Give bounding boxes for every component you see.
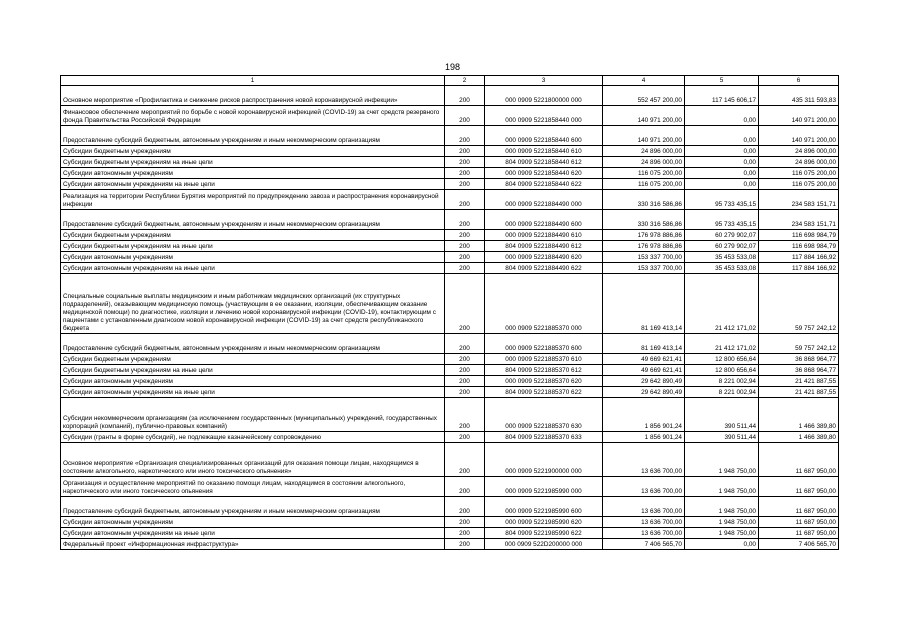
row-approved: 13 636 700,00 <box>603 477 685 497</box>
table-header-row <box>61 76 839 86</box>
row-budget-code: 000 0909 5221858440 000 <box>485 106 603 126</box>
row-approved: 116 075 200,00 <box>603 168 685 179</box>
row-approved: 330 316 586,86 <box>603 210 685 230</box>
row-name: Субсидии автономным учреждениям на иные цели <box>61 179 445 190</box>
row-approved: 13 636 700,00 <box>603 497 685 517</box>
table-row <box>61 106 839 126</box>
row-budget-code: 000 0909 5221985990 620 <box>485 517 603 528</box>
row-approved: 49 669 621,41 <box>603 365 685 376</box>
row-budget-code: 804 0909 5221884490 612 <box>485 241 603 252</box>
row-approved: 153 337 700,00 <box>603 263 685 274</box>
row-executed: 1 948 750,00 <box>685 517 759 528</box>
row-remaining: 435 311 593,83 <box>759 86 839 106</box>
row-budget-code: 000 0909 5221885370 000 <box>485 274 603 334</box>
row-admin-code: 200 <box>445 230 485 241</box>
row-approved: 176 978 886,86 <box>603 230 685 241</box>
row-admin-code: 200 <box>445 376 485 387</box>
row-admin-code: 200 <box>445 365 485 376</box>
column-header: 4 <box>603 76 685 86</box>
row-budget-code: 000 0909 5221885370 620 <box>485 376 603 387</box>
row-executed: 12 800 656,64 <box>685 365 759 376</box>
row-budget-code: 000 0909 5221884490 610 <box>485 230 603 241</box>
row-executed: 35 453 533,08 <box>685 252 759 263</box>
row-executed: 0,00 <box>685 539 759 550</box>
row-admin-code: 200 <box>445 528 485 539</box>
row-budget-code: 804 0909 5221885370 633 <box>485 432 603 443</box>
table-row <box>61 477 839 497</box>
table-row <box>61 274 839 334</box>
row-name: Субсидии (гранты в форме субсидий), не подлежащие казначейскому сопровождению <box>61 432 445 443</box>
row-name: Субсидии автономным учреждениям на иные цели <box>61 387 445 398</box>
row-approved: 330 316 586,86 <box>603 190 685 210</box>
row-name: Субсидии бюджетным учреждениям на иные цели <box>61 241 445 252</box>
row-name: Основное мероприятие «Профилактика и снижение рисков распространения новой коронавирусной инфекции» <box>61 86 445 106</box>
row-executed: 390 511,44 <box>685 432 759 443</box>
table-row <box>61 157 839 168</box>
row-budget-code: 000 0909 5221885370 630 <box>485 398 603 432</box>
row-remaining: 21 421 887,55 <box>759 376 839 387</box>
table-row <box>61 168 839 179</box>
row-approved: 13 636 700,00 <box>603 443 685 477</box>
row-approved: 49 669 621,41 <box>603 354 685 365</box>
row-executed: 117 145 606,17 <box>685 86 759 106</box>
row-name: Субсидии автономным учреждениям <box>61 517 445 528</box>
row-remaining: 59 757 242,12 <box>759 334 839 354</box>
row-admin-code: 200 <box>445 539 485 550</box>
row-name: Организация и осуществление мероприятий по оказанию помощи лицам, находящимся в состоянии алкогольного, наркотического или иного токсического опьянения <box>61 477 445 497</box>
row-executed: 60 279 902,07 <box>685 241 759 252</box>
row-executed: 1 948 750,00 <box>685 528 759 539</box>
table-row <box>61 179 839 190</box>
column-header: 3 <box>485 76 603 86</box>
row-admin-code: 200 <box>445 517 485 528</box>
row-admin-code: 200 <box>445 252 485 263</box>
row-executed: 0,00 <box>685 157 759 168</box>
row-executed: 21 412 171,02 <box>685 334 759 354</box>
row-approved: 176 978 886,86 <box>603 241 685 252</box>
row-approved: 24 896 000,00 <box>603 146 685 157</box>
row-budget-code: 804 0909 5221884490 622 <box>485 263 603 274</box>
table-row <box>61 334 839 354</box>
row-executed: 0,00 <box>685 168 759 179</box>
table-row <box>61 230 839 241</box>
row-admin-code: 200 <box>445 146 485 157</box>
row-approved: 140 971 200,00 <box>603 126 685 146</box>
row-budget-code: 000 0909 5221858440 610 <box>485 146 603 157</box>
row-remaining: 36 868 964,77 <box>759 354 839 365</box>
column-header: 2 <box>445 76 485 86</box>
table-row <box>61 443 839 477</box>
row-budget-code: 804 0909 5221985990 622 <box>485 528 603 539</box>
row-approved: 81 169 413,14 <box>603 274 685 334</box>
row-admin-code: 200 <box>445 443 485 477</box>
row-executed: 21 412 171,02 <box>685 274 759 334</box>
table-row <box>61 432 839 443</box>
row-name: Субсидии автономным учреждениям <box>61 168 445 179</box>
row-admin-code: 200 <box>445 432 485 443</box>
row-executed: 0,00 <box>685 179 759 190</box>
table-row <box>61 497 839 517</box>
row-remaining: 116 075 200,00 <box>759 168 839 179</box>
column-header: 5 <box>685 76 759 86</box>
row-budget-code: 000 0909 5221884490 620 <box>485 252 603 263</box>
row-remaining: 1 466 389,80 <box>759 432 839 443</box>
row-approved: 1 856 901,24 <box>603 398 685 432</box>
row-admin-code: 200 <box>445 210 485 230</box>
table-row <box>61 517 839 528</box>
row-budget-code: 000 0909 5221800000 000 <box>485 86 603 106</box>
row-remaining: 36 868 964,77 <box>759 365 839 376</box>
row-remaining: 116 698 984,79 <box>759 241 839 252</box>
row-admin-code: 200 <box>445 263 485 274</box>
table-row <box>61 354 839 365</box>
row-admin-code: 200 <box>445 274 485 334</box>
row-remaining: 11 687 950,00 <box>759 517 839 528</box>
row-admin-code: 200 <box>445 190 485 210</box>
page-number: 198 <box>444 62 461 72</box>
row-approved: 552 457 200,00 <box>603 86 685 106</box>
row-budget-code: 804 0909 5221858440 612 <box>485 157 603 168</box>
row-name: Федеральный проект «Информационная инфраструктура» <box>61 539 445 550</box>
row-name: Субсидии бюджетным учреждениям <box>61 146 445 157</box>
table-row <box>61 86 839 106</box>
row-executed: 1 948 750,00 <box>685 443 759 477</box>
row-admin-code: 200 <box>445 86 485 106</box>
row-approved: 29 642 890,49 <box>603 387 685 398</box>
row-admin-code: 200 <box>445 387 485 398</box>
row-admin-code: 200 <box>445 179 485 190</box>
row-admin-code: 200 <box>445 497 485 517</box>
row-name: Субсидии бюджетным учреждениям на иные цели <box>61 365 445 376</box>
table-row <box>61 376 839 387</box>
column-header: 6 <box>759 76 839 86</box>
row-approved: 153 337 700,00 <box>603 252 685 263</box>
row-admin-code: 200 <box>445 168 485 179</box>
row-name: Субсидии бюджетным учреждениям <box>61 230 445 241</box>
row-name: Предоставление субсидий бюджетным, автономным учреждениям и иным некоммерческим организациям <box>61 210 445 230</box>
row-admin-code: 200 <box>445 477 485 497</box>
table-row <box>61 241 839 252</box>
row-executed: 1 948 750,00 <box>685 497 759 517</box>
row-remaining: 11 687 950,00 <box>759 477 839 497</box>
row-admin-code: 200 <box>445 354 485 365</box>
row-name: Субсидии некоммерческим организациям (за исключением государственных (муниципальных) учреждений, государственных корпораций (компаний), публично-правовых компаний) <box>61 398 445 432</box>
row-budget-code: 000 0909 5221985990 600 <box>485 497 603 517</box>
row-name: Субсидии автономным учреждениям на иные цели <box>61 528 445 539</box>
row-executed: 0,00 <box>685 146 759 157</box>
row-admin-code: 200 <box>445 126 485 146</box>
row-remaining: 21 421 887,55 <box>759 387 839 398</box>
table-row <box>61 398 839 432</box>
table-row <box>61 387 839 398</box>
row-admin-code: 200 <box>445 241 485 252</box>
row-budget-code: 000 0909 5221985990 000 <box>485 477 603 497</box>
table-row <box>61 539 839 550</box>
row-remaining: 234 583 151,71 <box>759 190 839 210</box>
row-remaining: 140 971 200,00 <box>759 106 839 126</box>
row-name: Субсидии автономным учреждениям на иные цели <box>61 263 445 274</box>
row-executed: 95 733 435,15 <box>685 190 759 210</box>
row-name: Предоставление субсидий бюджетным, автономным учреждениям и иным некоммерческим организациям <box>61 126 445 146</box>
row-admin-code: 200 <box>445 106 485 126</box>
row-budget-code: 804 0909 5221858440 622 <box>485 179 603 190</box>
row-name: Реализация на территории Республики Бурятия мероприятий по предупреждению завоза и распространения коронавирусной инфекции <box>61 190 445 210</box>
table-row <box>61 146 839 157</box>
row-remaining: 59 757 242,12 <box>759 274 839 334</box>
row-executed: 12 800 656,64 <box>685 354 759 365</box>
row-budget-code: 000 0909 5221884490 600 <box>485 210 603 230</box>
row-approved: 116 075 200,00 <box>603 179 685 190</box>
row-approved: 13 636 700,00 <box>603 517 685 528</box>
row-name: Предоставление субсидий бюджетным, автономным учреждениям и иным некоммерческим организациям <box>61 334 445 354</box>
row-remaining: 11 687 950,00 <box>759 528 839 539</box>
row-name: Субсидии автономным учреждениям <box>61 376 445 387</box>
row-budget-code: 000 0909 5221885370 600 <box>485 334 603 354</box>
row-remaining: 116 698 984,79 <box>759 230 839 241</box>
row-executed: 95 733 435,15 <box>685 210 759 230</box>
row-admin-code: 200 <box>445 157 485 168</box>
row-budget-code: 000 0909 522D200000 000 <box>485 539 603 550</box>
row-name: Субсидии бюджетным учреждениям на иные цели <box>61 157 445 168</box>
row-executed: 0,00 <box>685 126 759 146</box>
row-approved: 13 636 700,00 <box>603 528 685 539</box>
row-remaining: 7 406 565,70 <box>759 539 839 550</box>
row-budget-code: 000 0909 5221900000 000 <box>485 443 603 477</box>
row-approved: 24 896 000,00 <box>603 157 685 168</box>
row-name: Предоставление субсидий бюджетным, автономным учреждениям и иным некоммерческим организациям <box>61 497 445 517</box>
row-admin-code: 200 <box>445 398 485 432</box>
row-name: Субсидии бюджетным учреждениям <box>61 354 445 365</box>
row-budget-code: 804 0909 5221885370 622 <box>485 387 603 398</box>
row-remaining: 24 896 000,00 <box>759 157 839 168</box>
table-row <box>61 126 839 146</box>
row-name: Основное мероприятие «Организация специализированных организаций для оказания помощи лицам, находящимся в состоянии алкогольного, наркотического или иного токсического опьянения» <box>61 443 445 477</box>
row-budget-code: 000 0909 5221885370 610 <box>485 354 603 365</box>
row-executed: 1 948 750,00 <box>685 477 759 497</box>
row-executed: 60 279 902,07 <box>685 230 759 241</box>
row-executed: 8 221 002,94 <box>685 376 759 387</box>
row-remaining: 116 075 200,00 <box>759 179 839 190</box>
row-name: Финансовое обеспечение мероприятий по борьбе с новой коронавирусной инфекцией (COVID-19) за счет средств резервного фонда Правительства Российской Федерации <box>61 106 445 126</box>
row-approved: 81 169 413,14 <box>603 334 685 354</box>
row-name: Специальные социальные выплаты медицинским и иным работникам медицинских организаций (их структурных подразделений), оказывающим медицинскую помощь (участвующим в ее оказании, изоляции, обеспечивающим оказание медицинской помощи) по диагностике, изоляции и лечению новой коронавирусной инфекции (COVID-19), контактирующим с пациентами с установленным диагнозом новой коронавирусной инфекции (COVID-19) за счет средств республиканского бюджета <box>61 274 445 334</box>
row-approved: 140 971 200,00 <box>603 106 685 126</box>
row-approved: 7 406 565,70 <box>603 539 685 550</box>
row-remaining: 117 884 166,92 <box>759 263 839 274</box>
row-executed: 8 221 002,94 <box>685 387 759 398</box>
table-row <box>61 190 839 210</box>
row-approved: 29 642 890,49 <box>603 376 685 387</box>
budget-table <box>60 75 839 550</box>
table-row <box>61 210 839 230</box>
row-executed: 0,00 <box>685 106 759 126</box>
row-remaining: 11 687 950,00 <box>759 443 839 477</box>
row-remaining: 140 971 200,00 <box>759 126 839 146</box>
row-budget-code: 000 0909 5221884490 000 <box>485 190 603 210</box>
row-remaining: 1 466 389,80 <box>759 398 839 432</box>
column-header: 1 <box>61 76 445 86</box>
row-remaining: 234 583 151,71 <box>759 210 839 230</box>
table-row <box>61 365 839 376</box>
row-remaining: 117 884 166,92 <box>759 252 839 263</box>
row-admin-code: 200 <box>445 334 485 354</box>
row-budget-code: 000 0909 5221858440 620 <box>485 168 603 179</box>
row-remaining: 24 896 000,00 <box>759 146 839 157</box>
row-executed: 35 453 533,08 <box>685 263 759 274</box>
row-executed: 390 511,44 <box>685 398 759 432</box>
table-row <box>61 263 839 274</box>
row-budget-code: 804 0909 5221885370 612 <box>485 365 603 376</box>
table-row <box>61 252 839 263</box>
row-budget-code: 000 0909 5221858440 600 <box>485 126 603 146</box>
row-approved: 1 856 901,24 <box>603 432 685 443</box>
row-remaining: 11 687 950,00 <box>759 497 839 517</box>
table-row <box>61 528 839 539</box>
row-name: Субсидии автономным учреждениям <box>61 252 445 263</box>
